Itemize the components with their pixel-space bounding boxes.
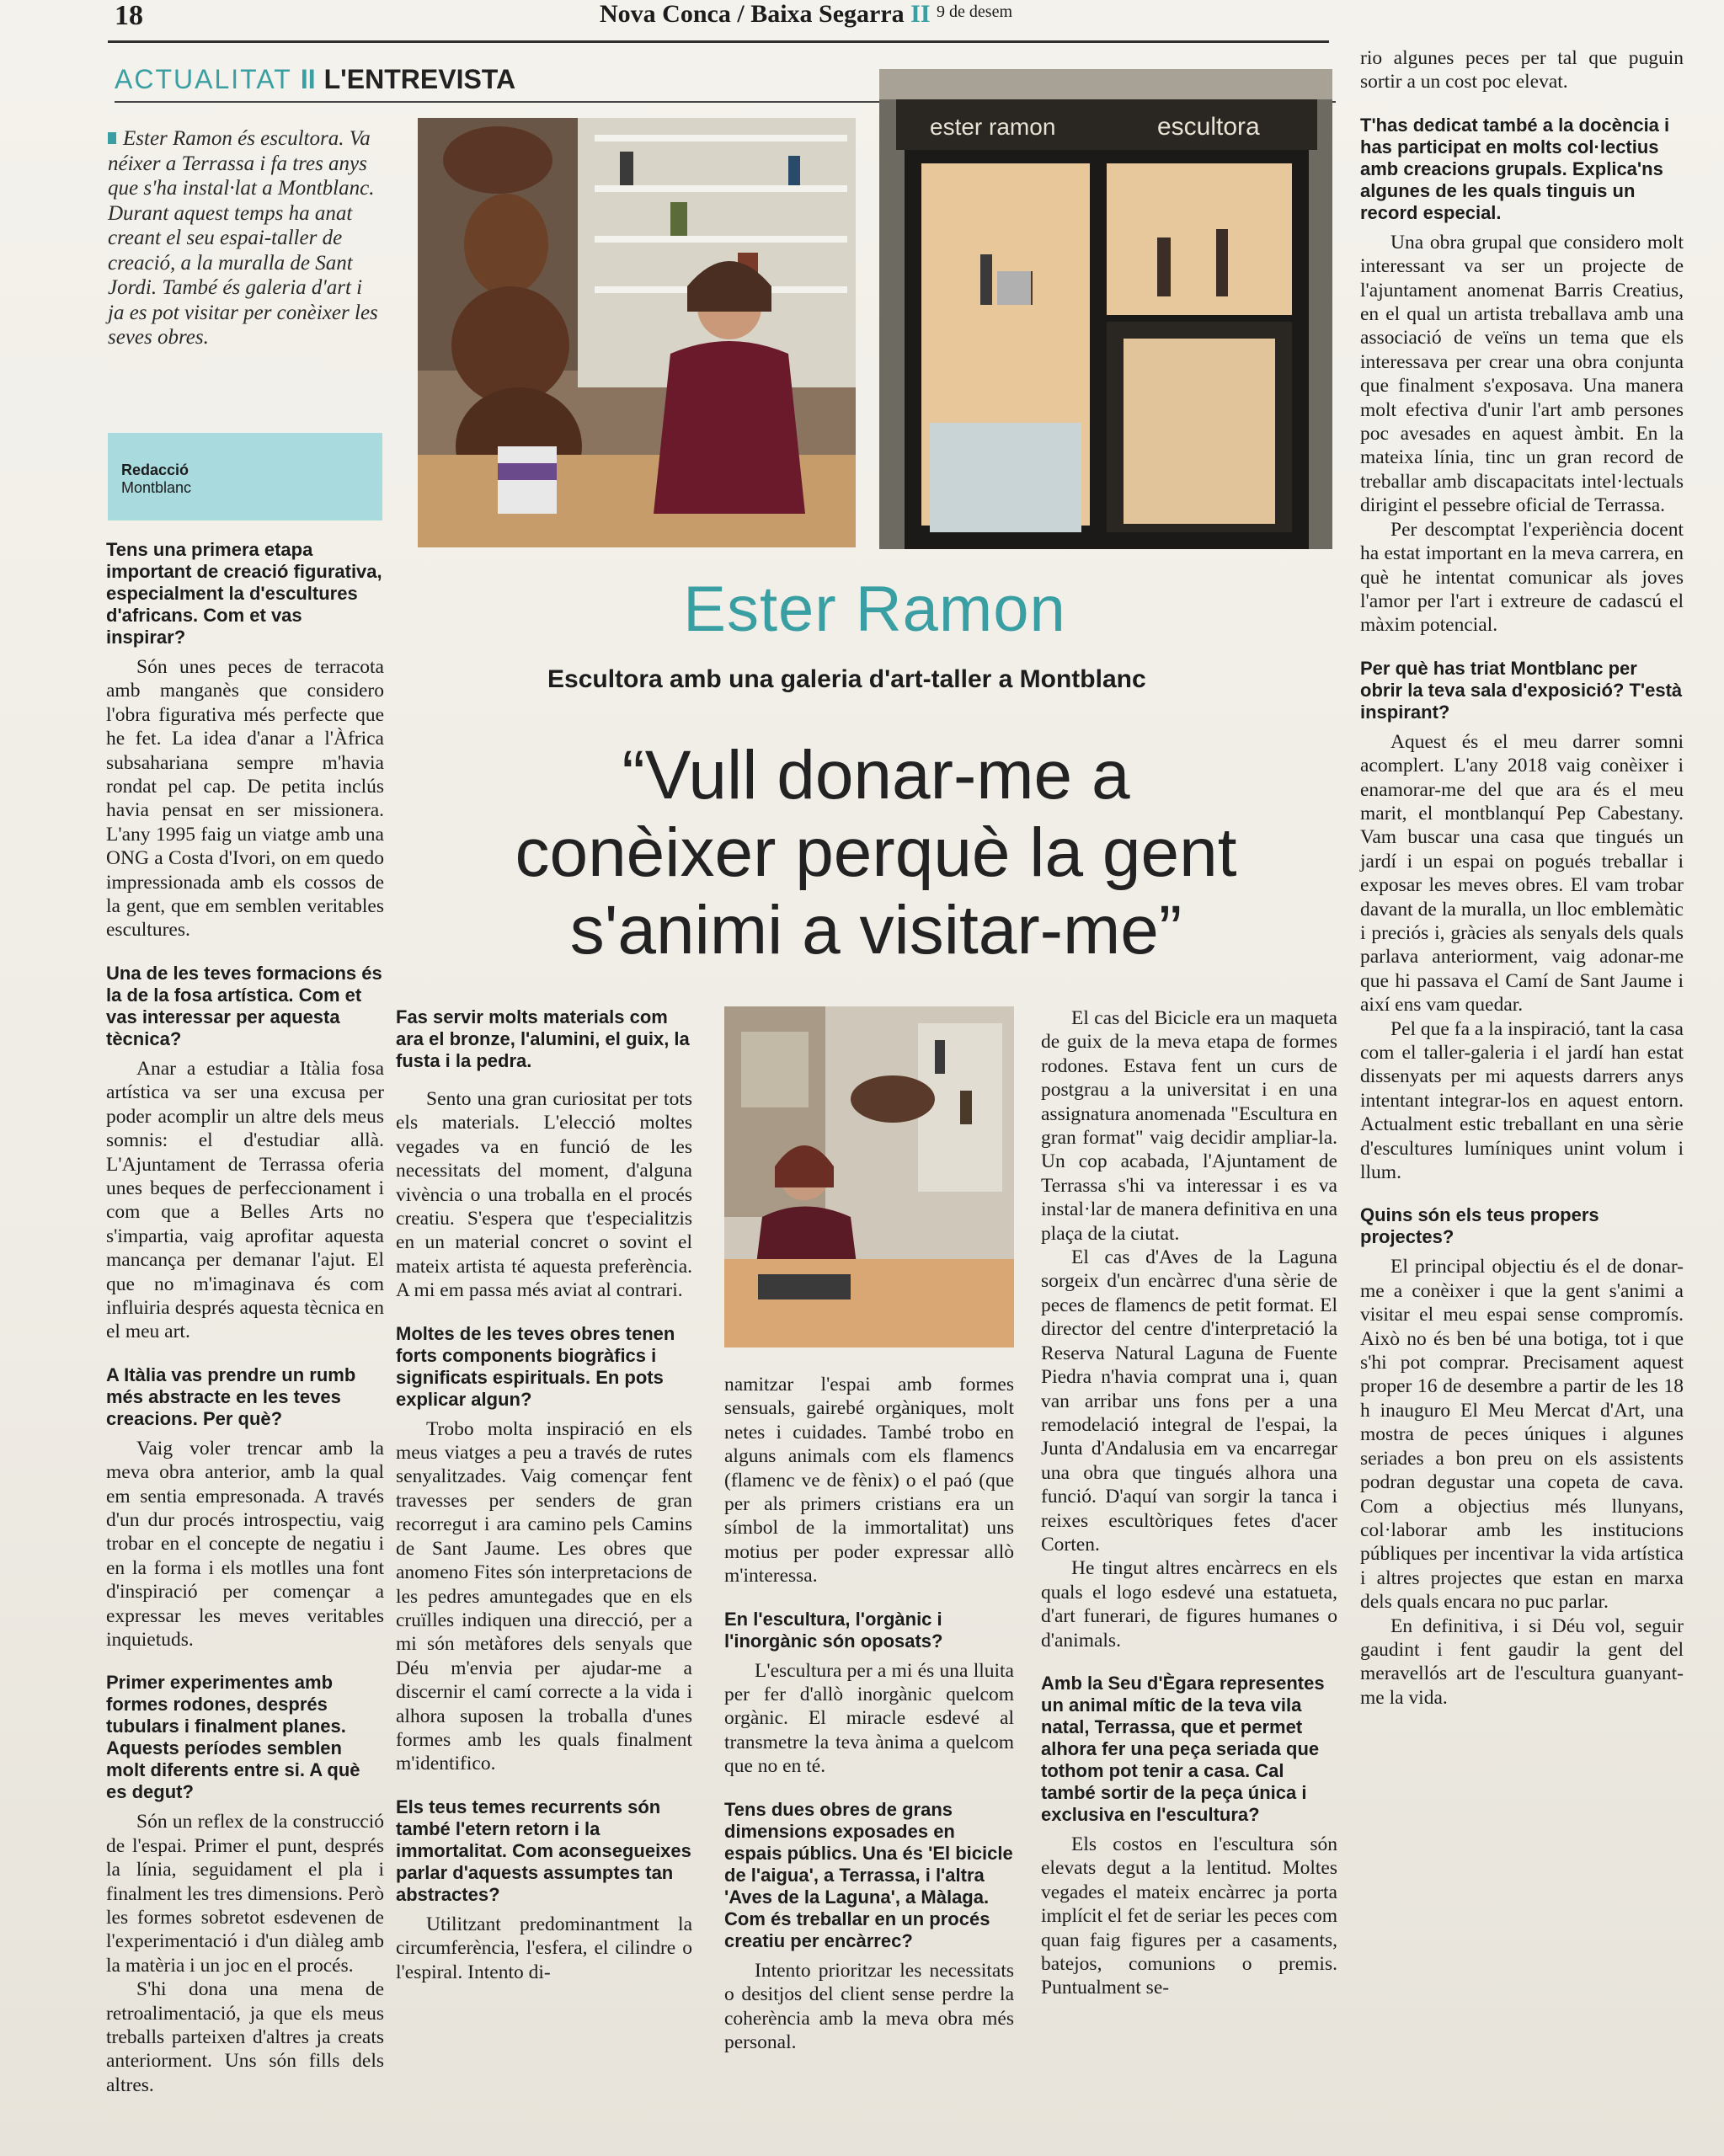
publication-header [600, 0, 1012, 29]
answer: He tingut altres encàrrecs en els quals el logo esdevé una estatueta, d'art funerari, de figures humanes o d'animals. [1041, 1557, 1337, 1652]
column-5 [1360, 46, 1684, 1710]
shopfront-photo-illustration [879, 69, 1332, 549]
header-rule [108, 40, 1329, 43]
answer: L'escultura per a mi és una lluita per fer d'allò inorgànic quelcom orgànic. El miracle esdevé al transmetre la teva ànima a quelcom que no en té. [724, 1659, 1014, 1778]
question: Moltes de les teves obres tenen forts components biogràfics i significats espirituals. En pots explicar algun? [396, 1322, 675, 1410]
question: Una de les teves formacions és la de la fosa artística. Com et vas interessar per aquesta tècnica? [106, 962, 382, 1049]
answer: Intento prioritzar les necessitats o desitjos del client sense perdre la coherència amb la meva obra més personal. [724, 1959, 1014, 2053]
quote-line: “Vull donar-me a [622, 737, 1130, 814]
question: A Itàlia vas prendre un rumb més abstracte en les teves creacions. Per què? [106, 1364, 356, 1429]
answer: Anar a estudiar a Itàlia fosa artística va ser una excusa per poder acomplir un altre dels meus somnis: el d'estudiar allà. L'Ajuntament de Terrassa oferia unes beques de perfeccionament i com que a Belles Arts no s'impartia, vaig aprofitar aquesta mancança per demanar l'ajut. El que no m'imaginava és com influiria després aquesta tècnica en el meu art. [106, 1057, 384, 1343]
artist-desk-photo-illustration [724, 1006, 1014, 1348]
interviewee-name: Ester Ramon [683, 574, 1066, 645]
publication-region: Baixa Segarra [750, 0, 905, 28]
answer: S'hi dona una mena de retroalimentació, ja que els meus treballs parteixen d'altres ja creats anteriorment. Uns són fills dels altres. [106, 1978, 384, 2096]
answer: El cas del Bicicle era un maqueta de guix de la meva etapa de formes rodones. Estava fent un curs de postgrau a la universitat i en una assignatura anomenada "Escultura en gran format" vaig decidir ampliar-la. Un cop acabada, l'Ajuntament de Terrassa s'hi va interessar i es va instal·lar de manera definitiva en una plaça de la ciutat. [1041, 1007, 1337, 1245]
question: Tens una primera etapa important de creació figurativa, especialment la d'escultures d'africans. Com et vas inspirar? [106, 539, 382, 648]
publication-name: Nova Conca [600, 0, 731, 28]
column-3 [724, 1373, 1014, 2054]
workshop-photo-illustration [418, 118, 856, 547]
answer: Els costos en l'escultura són elevats degut a la lentitud. Moltes vegades el mateix encàrrec ja porta implícit el fet de seriar les peces com quan faig figures per a casaments, batejos, comunions o premis. Puntualment se- [1041, 1833, 1337, 1999]
column-4 [1041, 1006, 1337, 2000]
answer: namitzar l'espai amb formes sensuals, gairebé orgàniques, molt netes i cuidades. També trobo en alguns animals com els flamencs (flamenc ve de fènix) o el paó (que per als primers cristians era un símbol de la immortalitat) uns motius per poder expressar allò m'interessa. [724, 1374, 1014, 1588]
quote-line: s'animi a visitar-me” [569, 892, 1182, 969]
page-number: 18 [115, 0, 143, 31]
byline-box [108, 433, 382, 520]
publication-sep: / [737, 0, 745, 28]
headline-subtitle: Escultora amb una galeria d'art-taller a Montblanc [547, 665, 1146, 693]
photo-workshop [418, 118, 856, 547]
question: Amb la Seu d'Ègara representes un animal mític de la teva vila natal, Terrassa, que et permet alhora fer una peça seriada que tothom pot tenir a casa. Cal també sortir de la peça única i exclusiva en l'escultura? [1041, 1672, 1325, 1825]
question: Els teus temes recurrents són també l'etern retorn i la immortalitat. Com aconsegueixes parlar d'aquests assumptes tan abstractes? [396, 1796, 691, 1905]
column-1 [106, 539, 384, 2097]
answer: Aquest és el meu darrer somni acomplert. L'any 2018 vaig conèixer i enamorar-me del que ara és el meu marit, el montblanquí Pep Cabestany. Vam buscar una casa que tingués un jardí i un espai on pogués treballar i exposar les meves obres. El vam trobar davant de la muralla, un lloc emblemàtic i preciós i, gràcies als senyals dels quals parlava anteriorment, vaig adonar-me que hi passava el Camí de Sant Jaume i així ens vam quedar. [1360, 730, 1684, 1017]
question: Primer experimentes amb formes rodones, després tubulars i finalment planes. Aquests períodes semblen molt diferents entre si. A què es degut? [106, 1672, 360, 1803]
shop-sign-name: ester ramon [930, 114, 1056, 140]
answer: El principal objectiu és el de donar-me a conèixer i que la gent s'animi a visitar el meu espai sense compromís. Això no és ben bé una botiga, tot i que s'hi pot comprar. Precisament aquest proper 16 de desembre a partir de les 18 h inauguro El Meu Mercat d'Art, una mostra de peces úniques i algunes seriades a bon preu on els assistents podran degustar una copeta de cava. Com a objectius més llunyans, col·laborar amb les institucions públiques per incentivar la vida artística i altres projectes que estan en marxa dels quals encara no puc parlar. [1360, 1256, 1684, 1614]
byline-location: Montblanc [121, 479, 192, 496]
photo-artist-desk [724, 1006, 1014, 1348]
question: T'has dedicat també a la docència i has participat en molts col·lectius amb creacions grupals. Explica'ns algunes de les quals tinguis un record especial. [1360, 114, 1670, 223]
answer: Són unes peces de terracota amb manganès que considero l'obra figurativa més perfecte que he fet. La idea d'anar a l'Àfrica subsahariana sempre m'havia rondat pel cap. De petita inclús havia pensat en ser missionera. L'any 1995 faig un viatge amb una ONG a Costa d'Ivori, on em quedo impressionada amb els cossos de la gent, que em semblen veritables escultures. [106, 656, 384, 942]
quote-line: conèixer perquè la gent [515, 814, 1237, 891]
answer: Una obra grupal que considero molt interessant va ser un projecte de l'ajuntament anomenat Barris Creatius, en el qual un artista treballava amb una associació de veïns un tema que els interessava per crear una obra conjunta que finalment s'exposava. Una manera molt efectiva d'unir l'art amb persones poc avesades en aquest àmbit. En la mateixa línia, tinc un gran record de treballar amb discapacitats intel·lectuals dirigint el pessebre oficial de Terrassa. [1360, 231, 1684, 517]
question: Tens dues obres de grans dimensions exposades en espais públics. Una és 'El bicicle de l'aigua', a Terrassa, i l'altra 'Aves de la Laguna', a Màlaga. Com és treballar en un procés creatiu per encàrrec? [724, 1798, 1013, 1951]
publication-date: 9 de desem [937, 3, 1013, 21]
answer: rio algunes peces per tal que puguin sortir a un cost poc elevat. [1360, 47, 1684, 93]
answer: Trobo molta inspiració en els meus viatges a peu a través de rutes senyalitzades. Vaig començar fent travesses per senders de gran recorregut i ara camino pels Camins de Sant Jaume. Les obres que anomeno Fites són interpretacions de les pedres amuntegades que en els cruïlles indiquen una direcció, per a mi són metàfores dels senyals que Déu m'envia per ajudar-me a discernir el camí correcte a la vida i alhora suposen la troballa d'unes formes amb les quals finalment m'identifico. [396, 1417, 692, 1775]
answer: Sento una gran curiositat per tots els materials. L'elecció moltes vegades va en funció de les necessitats del moment, d'alguna vivència o una troballa en el procés creatiu. S'espera que t'especialitzis en un material concret o sovint el mateix artista té aquesta preferència. A mi em passa més aviat al contrari. [396, 1088, 692, 1302]
question: En l'escultura, l'orgànic i l'inorgànic són oposats? [724, 1608, 943, 1652]
answer: Vaig voler trencar amb la meva obra anterior, amb la qual em sentia empresonada. A través d'un dur procés introspectiu, vaig trobar en el concepte de negatiu i en la forma i els motlles una font d'inspiració per començar a expressar les meves veritables inquietuds. [106, 1437, 384, 1651]
answer: El cas d'Aves de la Laguna sorgeix d'un encàrrec d'una sèrie de peces de flamencs de petit format. El director del centre d'interpretació la Reserva Natural Laguna de Fuente Piedra n'havia comprat una i, quan van arribar uns fons per a una remodelació integral de l'espai, la Junta d'Andalusia em va encarregar una obra que tingués alhora una funció. D'aquí van sorgir la tanca i reixes escultòriques fetes d'acer Corten. [1041, 1246, 1337, 1556]
shop-sign-profession: escultora [1157, 113, 1260, 141]
section-name: ACTUALITAT [115, 64, 292, 94]
header-divider: II [910, 0, 931, 28]
answer: Per descomptat l'experiència docent ha estat important en la meva carrera, en què he intentat comunicar als joves l'amor per l'art i extreure de cadascú el màxim potencial. [1360, 518, 1684, 637]
column-2 [396, 1006, 692, 1984]
answer: Pel que fa a la inspiració, tant la casa com el taller-galeria i el jardí han estat dissenyats per mi aquests darrers anys intentant integrar-los en aquest entorn. Actualment estic treballant en una sèrie d'escultures lumíniques unint volum i llum. [1360, 1017, 1684, 1184]
answer: Utilitzant predominantment la circumferència, l'esfera, el cilindre o l'espiral. Intento di- [396, 1913, 692, 1983]
answer: En definitiva, i si Déu vol, seguir gaudint i fent gaudir la gent del meravellós art de l'escultura guanyant-me la vida. [1360, 1614, 1684, 1709]
byline-author: Redacció [121, 462, 189, 478]
answer: Són un reflex de la construcció de l'espai. Primer el punt, després la línia, seguidament el pla i finalment les tres dimensions. Però les formes sobretot esdevenen de l'experimentació i d'un diàleg amb la matèria i un joc en el procés. [106, 1811, 384, 1977]
section-divider: II [300, 64, 316, 94]
intro-text: Ester Ramon és escultora. Va néixer a Terrassa i fa tres anys que s'ha instal·lat a Montblanc. Durant aquest temps ha anat creant el seu espai-taller de creació, a la muralla de Sant Jordi. També és galeria d'art i ja es pot visitar per conèixer les seves obres. [108, 127, 378, 349]
subsection-name: L'ENTREVISTA [323, 64, 516, 94]
section-label [115, 64, 515, 95]
question: Fas servir molts materials com ara el bronze, l'alumini, el guix, la fusta i la pedra. [396, 1006, 690, 1071]
intro-bullet-icon [108, 132, 116, 144]
question: Per què has triat Montblanc per obrir la teva sala d'exposició? T'està inspirant? [1360, 657, 1683, 723]
question: Quins són els teus propers projectes? [1360, 1204, 1599, 1248]
headline-quote [413, 737, 1339, 969]
photo-shopfront [879, 69, 1332, 549]
